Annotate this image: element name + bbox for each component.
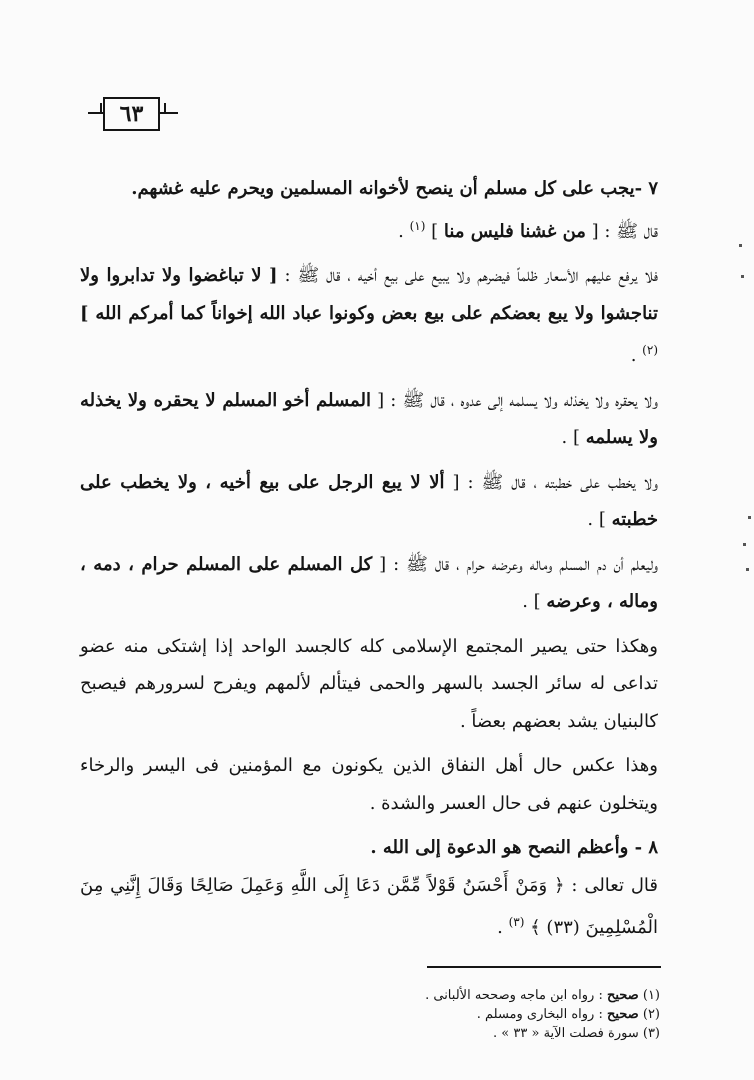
paragraph-text: ٧ -يجب على كل مسلم أن ينصح لأخوانه المسلمين ويحرم عليه غشهم.	[131, 178, 658, 199]
verse-text: وَمَنْ أَحْسَنُ قَوْلاً مِّمَّن دَعَا إِلَى اللَّهِ وَعَمِلَ صَالِحًا وَقَالَ إِنَّنِي مِنَ الْمُسْلِمِينَ (٣٣)	[80, 874, 658, 938]
page-number-tick-left	[100, 103, 102, 113]
scan-artifact	[743, 543, 746, 546]
paragraph: وليعلم أن دم المسلم وماله وعرضه حرام ، قال ﷺ : [ كل المسلم على المسلم حرام ، دمه ، وماله ، وعرضه ] .	[80, 553, 658, 612]
scan-artifact	[739, 244, 742, 247]
footnote: (١) صحيح : رواه ابن ماجه وصححه الألبانى .	[425, 988, 660, 1003]
hadith-text: من غشنا فليس منا	[443, 220, 586, 242]
main-body-text	[80, 170, 658, 947]
page-number-text: ٦٣	[119, 101, 144, 127]
quran-quote: قال تعالى : ﴿ وَمَنْ أَحْسَنُ قَوْلاً مِّمَّن دَعَا إِلَى اللَّهِ وَعَمِلَ صَالِحًا وَقَالَ إِنَّنِي مِنَ الْمُسْلِمِينَ (٣٣) ﴾ $^{(٣)}$ .	[80, 874, 658, 938]
hadith-text: ألا لا يبع الرجل على بيع أخيه ، ولا يخطب على خطبته	[80, 471, 658, 530]
scan-artifact	[748, 516, 751, 519]
paragraph-7-heading	[80, 170, 658, 208]
footnote-ref: (١)	[409, 218, 426, 233]
footnote-ref: (٢)	[642, 343, 658, 357]
footnote: (٣) سورة فصلت الآية « ٣٣ » .	[493, 1026, 660, 1041]
page-number-rule-right	[160, 112, 178, 114]
hadith-text: المسلم أخو المسلم لا يحقره ولا يخذله ولا يسلمه	[80, 389, 658, 448]
paragraph: ولا يحقره ولا يخذله ولا يسلمه إلى عدوه ، قال ﷺ : [ المسلم أخو المسلم لا يحقره ولا يخذله ولا يسلمه ] .	[80, 389, 658, 448]
paragraph: فلا يرفع عليهم الأسعار ظلماً فيضرهم ولا يبيع على بيع أخيه ، قال ﷺ : [ لا تباغضوا ولا تدابروا ولا تناجشوا ولا يبع بعضكم على بيع بعض وكونوا عباد الله إخواناً كما أمركم الله ]$^{(٢)}$ .	[80, 265, 658, 366]
paragraph: وهذا عكس حال أهل النفاق الذين يكونون مع المؤمنين فى اليسر والرخاء ويتخلون عنهم فى حال العسر والشدة .	[80, 755, 658, 814]
paragraph: وهكذا حتى يصير المجتمع الإسلامى كله كالجسد الواحد إذا إشتكى منه عضو تداعى له سائر الجسد بالسهر والحمى فيتألم لألمهم ويفرح لسرورهم فيصبح كالبنيان يشد بعضهم بعضاً .	[80, 635, 658, 732]
footnote: (٢) صحيح : رواه البخارى ومسلم .	[476, 1007, 660, 1022]
hadith-text: كل المسلم على المسلم حرام ، دمه ، وماله ، وعرضه	[80, 553, 658, 612]
hadith-quote: قال ﷺ : [ من غشنا فليس منا ] $^{(١)}$ .	[398, 218, 658, 242]
footnotes	[380, 986, 660, 1043]
scan-artifact	[746, 568, 749, 571]
hadith-text: [ لا تباغضوا ولا تدابروا ولا تناجشوا ولا يبع بعضكم على بيع بعض وكونوا عباد الله إخواناً كما أمركم الله ]	[80, 265, 658, 324]
scan-artifact	[741, 275, 744, 278]
paragraph: ولا يخطب على خطبته ، قال ﷺ : [ ألا لا يبع الرجل على بيع أخيه ، ولا يخطب على خطبته ] .	[80, 471, 658, 530]
footnote-ref: (٣)	[508, 915, 525, 929]
page-number	[103, 97, 160, 131]
footnote-divider	[427, 966, 661, 968]
paragraph-8-heading: ٨ - وأعظم النصح هو الدعوة إلى الله .	[370, 837, 658, 858]
